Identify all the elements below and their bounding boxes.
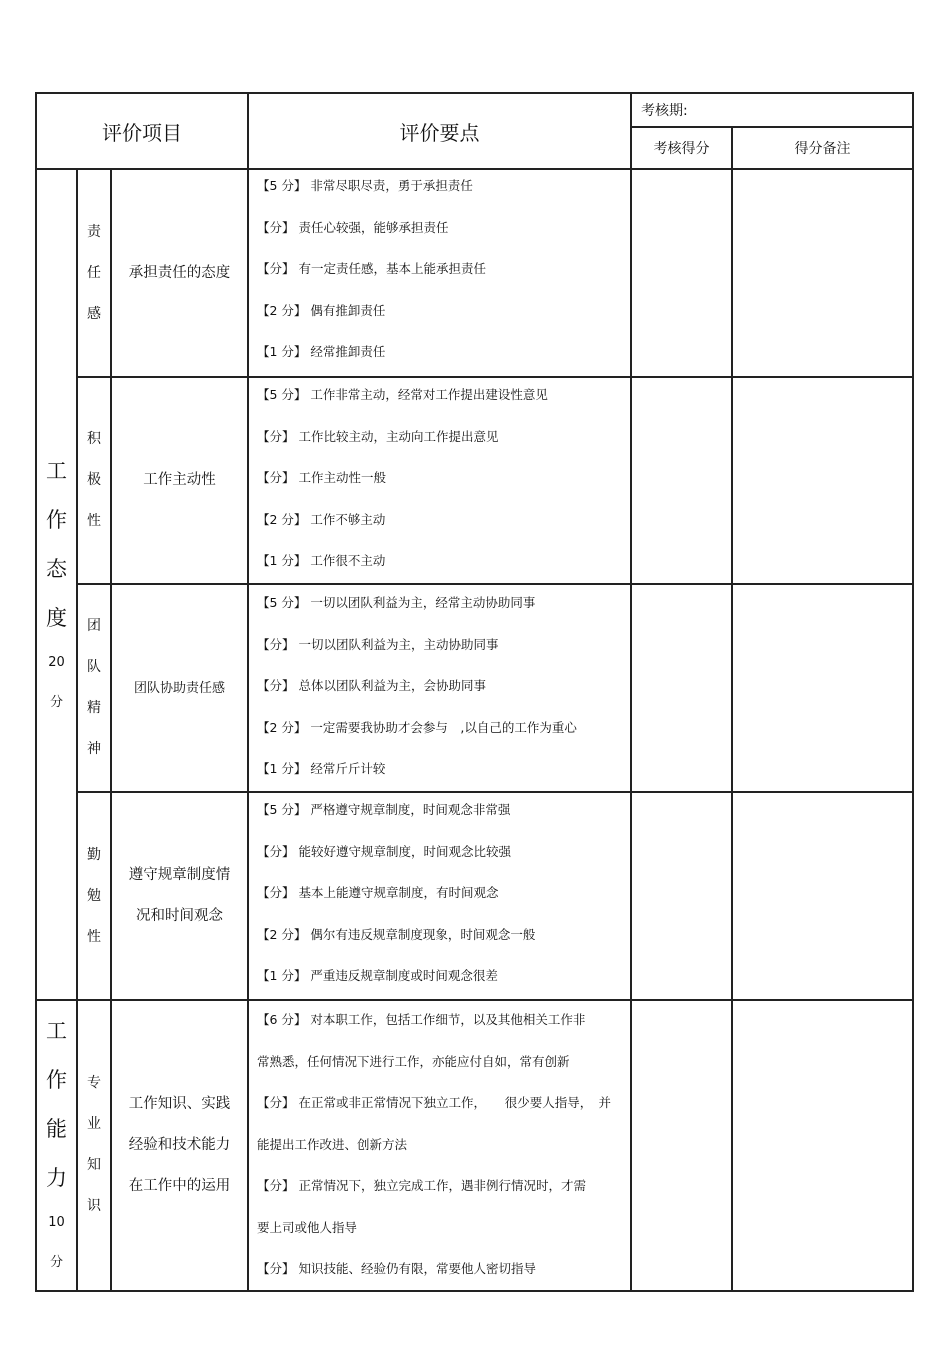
subcategory-char: 勤 xyxy=(87,846,101,863)
subcategory-char: 勉 xyxy=(87,887,101,904)
points-responsibility xyxy=(248,171,631,377)
point-line: 【5 分】 一切以团队利益为主，经常主动协助同事 xyxy=(257,595,536,610)
category-score-unit: 分 xyxy=(49,1255,63,1270)
point-line: 【2 分】 偶尔有违反规章制度现象，时间观念一般 xyxy=(257,926,536,942)
point-line: 【分】 知识技能、经验仍有限，常要他人密切指导 xyxy=(257,1261,536,1276)
category-char: 能 xyxy=(46,1117,67,1141)
category-work-ability xyxy=(36,1000,77,1290)
table-rule xyxy=(76,583,914,585)
point-line: 【分】 一切以团队利益为主，主动协助同事 xyxy=(257,636,499,652)
table-rule xyxy=(631,126,913,128)
subcategory-char: 神 xyxy=(87,741,101,757)
subcategory-char: 团 xyxy=(87,618,101,634)
subcategory-char: 识 xyxy=(87,1198,101,1214)
subcategory-char: 精 xyxy=(87,700,101,716)
points-professional-knowledge xyxy=(248,1005,631,1290)
category-score: 10 xyxy=(48,1215,65,1230)
table-rule xyxy=(35,999,914,1001)
point-line: 【1 分】 工作很不主动 xyxy=(257,553,386,568)
point-line: 【分】 总体以团队利益为主，会协助同事 xyxy=(257,678,486,693)
table-border xyxy=(35,92,914,94)
category-char: 作 xyxy=(46,507,67,532)
item-line: 经验和技术能力 xyxy=(128,1136,231,1153)
subcategory-team-spirit xyxy=(77,584,111,792)
subcategory-char: 知 xyxy=(87,1157,101,1173)
point-line: 【2 分】 偶有推卸责任 xyxy=(257,302,386,318)
subcategory-char: 性 xyxy=(87,513,101,529)
category-score: 20 xyxy=(48,654,65,670)
header-evaluation-points: 评价要点 xyxy=(399,120,480,145)
category-char: 态 xyxy=(46,556,67,581)
point-line: 【分】 责任心较强，能够承担责任 xyxy=(257,219,449,235)
point-line: 【分】 基本上能遵守规章制度，有时间观念 xyxy=(257,885,499,900)
subcategory-professional-knowledge xyxy=(77,1000,111,1290)
category-score-unit: 分 xyxy=(49,694,63,710)
table-border xyxy=(35,92,37,1291)
subcategory-char: 责 xyxy=(87,223,101,240)
item-line: 遵守规章制度情 xyxy=(128,867,231,883)
point-line: 能提出工作改进、创新方法 xyxy=(257,1136,408,1152)
table-rule xyxy=(76,376,914,378)
point-line: 【分】 工作比较主动，主动向工作提出意见 xyxy=(257,428,499,444)
header-assessment-period: 考核期: xyxy=(641,103,688,119)
header-assessment-score: 考核得分 xyxy=(653,141,710,157)
subcategory-responsibility xyxy=(77,169,111,377)
item-line: 工作知识、实践 xyxy=(128,1095,231,1112)
points-team-spirit xyxy=(248,588,631,792)
point-line: 【分】 在正常或非正常情况下独立工作， 很少要人指导， 并 xyxy=(257,1095,611,1110)
subcategory-char: 感 xyxy=(87,305,101,322)
table-border xyxy=(35,1290,914,1292)
table-rule xyxy=(110,168,112,1291)
point-line: 【分】 有一定责任感，基本上能承担责任 xyxy=(257,261,486,276)
points-initiative xyxy=(248,380,631,584)
header-score-remark: 得分备注 xyxy=(794,141,851,157)
point-line: 【6 分】 对本职工作，包括工作细节，以及其他相关工作非 xyxy=(257,1012,586,1027)
category-char: 工 xyxy=(46,458,67,483)
point-line: 【1 分】 经常推卸责任 xyxy=(257,344,386,359)
header-evaluation-item: 评价项目 xyxy=(102,120,182,145)
subcategory-char: 极 xyxy=(87,472,101,488)
point-line: 【2 分】 工作不够主动 xyxy=(257,511,386,527)
category-char: 度 xyxy=(46,605,67,630)
item-rules-and-time xyxy=(111,792,248,1000)
point-line: 要上司或他人指导 xyxy=(257,1219,358,1235)
item-team-cooperation: 团队协助责任感 xyxy=(133,680,225,696)
item-responsibility-attitude: 承担责任的态度 xyxy=(128,264,231,281)
table-rule xyxy=(247,92,249,1291)
subcategory-char: 队 xyxy=(87,659,101,675)
category-work-attitude xyxy=(36,169,77,1000)
item-line: 在工作中的运用 xyxy=(128,1177,231,1194)
subcategory-char: 积 xyxy=(87,431,101,447)
item-work-initiative: 工作主动性 xyxy=(143,472,216,488)
table-rule xyxy=(76,168,78,1291)
subcategory-char: 性 xyxy=(87,928,101,945)
point-line: 【5 分】 工作非常主动，经常对工作提出建设性意见 xyxy=(257,387,548,402)
subcategory-char: 专 xyxy=(87,1075,101,1091)
table-rule xyxy=(35,168,914,170)
table-border xyxy=(912,92,914,1291)
point-line: 【5 分】 严格遵守规章制度，时间观念非常强 xyxy=(257,802,511,817)
points-diligence xyxy=(248,795,631,1000)
category-char: 作 xyxy=(46,1068,67,1092)
point-line: 【1 分】 严重违反规章制度或时间观念很差 xyxy=(257,968,498,983)
table-rule xyxy=(76,791,914,793)
point-line: 【分】 正常情况下，独立完成工作，遇非例行情况时，才需 xyxy=(257,1178,586,1193)
category-char: 工 xyxy=(46,1019,67,1043)
point-line: 【5 分】 非常尽职尽责，勇于承担责任 xyxy=(257,178,473,193)
point-line: 【2 分】 一定需要我协助才会参与 ,以自己的工作为重心 xyxy=(257,719,577,735)
category-char: 力 xyxy=(46,1166,67,1190)
table-rule xyxy=(630,92,632,1291)
point-line: 【分】 能较好遵守规章制度，时间观念比较强 xyxy=(257,843,511,859)
item-knowledge-application xyxy=(111,1000,248,1290)
point-line: 【分】 工作主动性一般 xyxy=(257,470,386,485)
point-line: 【1 分】 经常斤斤计较 xyxy=(257,761,386,776)
table-rule xyxy=(731,126,733,1291)
point-line: 常熟悉，任何情况下进行工作，亦能应付自如，常有创新 xyxy=(257,1053,570,1069)
item-line: 况和时间观念 xyxy=(136,908,223,924)
subcategory-initiative xyxy=(77,377,111,584)
subcategory-diligence xyxy=(77,792,111,1000)
subcategory-char: 业 xyxy=(87,1116,101,1132)
subcategory-char: 任 xyxy=(87,264,101,281)
